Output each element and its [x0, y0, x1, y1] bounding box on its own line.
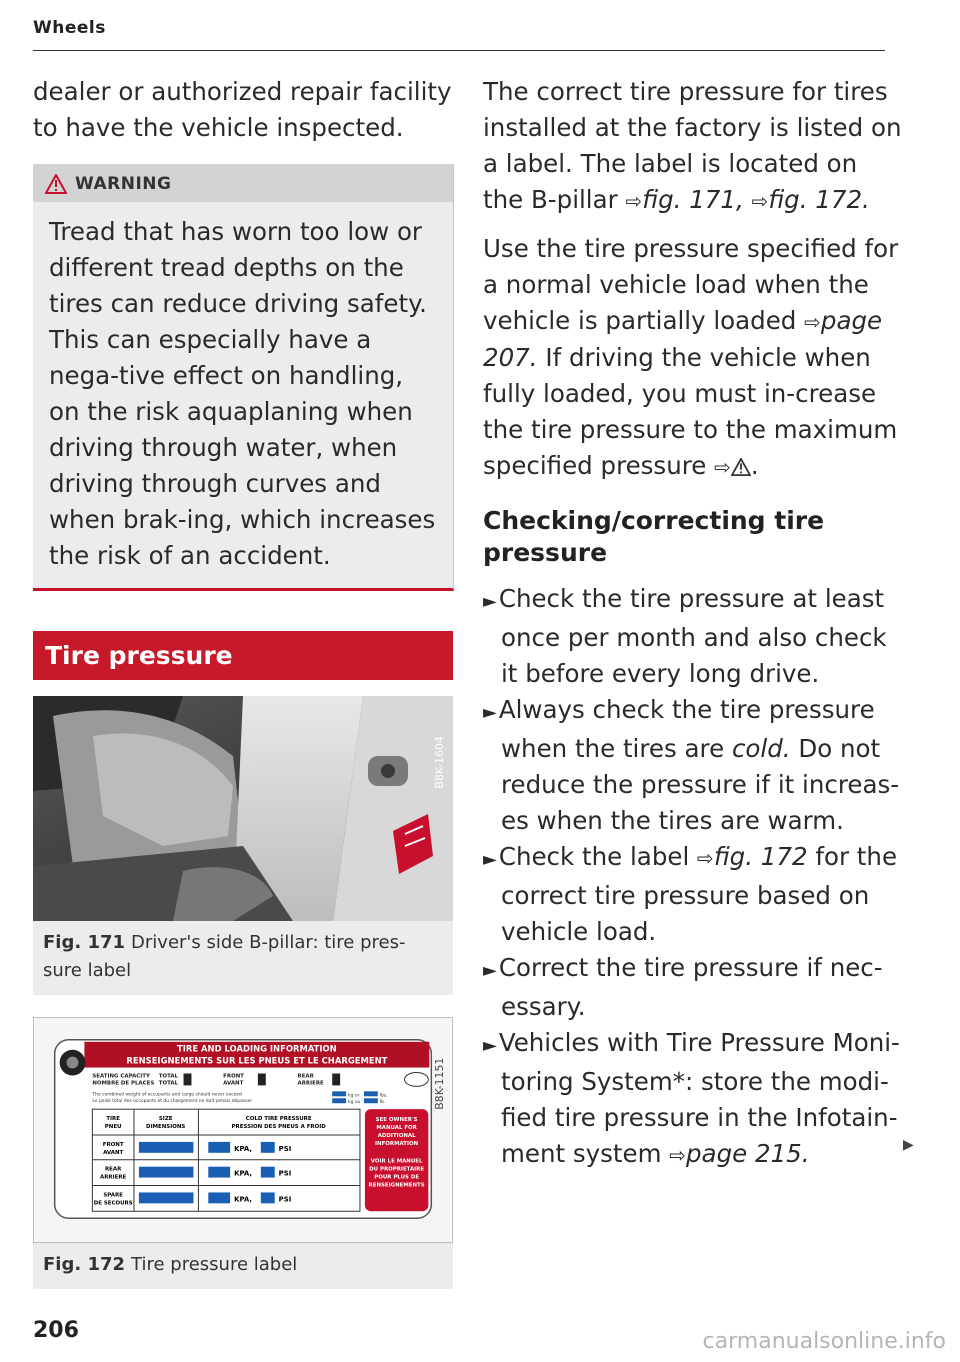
svg-text:SEATING CAPACITY: SEATING CAPACITY	[92, 1073, 150, 1080]
bullet-triangle-icon: ►	[483, 849, 497, 870]
page-207-link[interactable]: page 207.	[483, 306, 883, 372]
svg-text:lbs.: lbs.	[379, 1093, 388, 1099]
svg-text:INFORMATION: INFORMATION	[375, 1140, 419, 1147]
list-item: ►Always check the tire pressure when the tires are cold. Do not reduce the pressure if it increas-es when the tires are warm.	[483, 695, 900, 835]
svg-text:FRONT: FRONT	[102, 1141, 124, 1148]
left-column	[33, 74, 453, 1289]
svg-text:SIZE: SIZE	[158, 1116, 173, 1123]
fig-172-link[interactable]: fig. 172.	[768, 185, 870, 214]
svg-text:MANUAL FOR: MANUAL FOR	[376, 1125, 417, 1132]
svg-text:RENSEIGNEMENTS: RENSEIGNEMENTS	[368, 1182, 425, 1189]
svg-text:TIRE AND LOADING INFORMATION: TIRE AND LOADING INFORMATION	[177, 1043, 337, 1054]
svg-text:AVANT: AVANT	[103, 1149, 124, 1156]
svg-text:FRONT: FRONT	[223, 1073, 244, 1080]
watermark: carmanualsonline.info	[702, 1329, 946, 1354]
svg-text:REAR: REAR	[297, 1073, 314, 1080]
svg-text:PRESSION DES PNEUS A FROID: PRESSION DES PNEUS A FROID	[231, 1124, 326, 1131]
svg-text:COLD TIRE PRESSURE: COLD TIRE PRESSURE	[245, 1116, 312, 1123]
fig-171-link[interactable]: fig. 171,	[642, 185, 744, 214]
page-number: 206	[33, 1318, 79, 1343]
bullet-triangle-icon: ►	[483, 702, 497, 723]
intro-paragraph: dealer or authorized repair facility to have the vehicle inspected.	[33, 77, 452, 142]
list-item: ►Correct the tire pressure if nec-essary.	[483, 953, 883, 1021]
figure-label: Fig. 171	[43, 932, 126, 953]
b-pillar-illustration	[33, 696, 453, 921]
reference-arrow-icon: ⇨	[669, 1143, 686, 1167]
svg-text:KPA,: KPA,	[234, 1169, 253, 1178]
bullet-triangle-icon: ►	[483, 1035, 497, 1056]
svg-text:ARRIERE: ARRIERE	[297, 1080, 324, 1087]
svg-text:DE SECOURS: DE SECOURS	[93, 1200, 133, 1207]
svg-text:PSI: PSI	[278, 1169, 292, 1178]
page-215-link[interactable]: page 215.	[686, 1139, 810, 1168]
figure-caption	[33, 1243, 453, 1289]
load-paragraph: Use the tire pressure specified for a normal vehicle load when the vehicle is partially loaded ⇨page 207. If driving the vehicle when fully loaded, you must in-crease the tire pressure to the maximum specified pressure ⇨ .	[483, 234, 899, 480]
svg-text:Le poids total des occupants e: Le poids total des occupants et du chargement ne doit jamais dépasser	[92, 1099, 253, 1105]
reference-arrow-icon: ⇨	[804, 310, 821, 334]
svg-text:kg or: kg or	[348, 1093, 360, 1099]
warning-header	[33, 164, 453, 202]
svg-text:TOTAL: TOTAL	[158, 1080, 179, 1087]
svg-text:The combined weight of occupan: The combined weight of occupants and cargo should never exceed	[92, 1092, 242, 1098]
instruction-list	[483, 581, 914, 1173]
label-location-paragraph: The correct tire pressure for tires installed at the factory is listed on a label. The label is located on the B-pillar ⇨fig. 171, ⇨fig. 172.	[483, 77, 902, 214]
bullet-triangle-icon: ►	[483, 960, 497, 981]
bullet-triangle-icon: ►	[483, 591, 497, 612]
svg-text:AVANT: AVANT	[223, 1080, 244, 1087]
svg-text:TIRE: TIRE	[106, 1116, 120, 1123]
svg-text:VOIR LE MANUEL: VOIR LE MANUEL	[370, 1158, 423, 1165]
section-title: Tire pressure	[33, 631, 453, 680]
svg-text:PNEU: PNEU	[104, 1124, 122, 1131]
svg-text:kg ou: kg ou	[348, 1100, 361, 1106]
warning-reference-icon[interactable]	[731, 458, 751, 476]
header-rule	[33, 50, 885, 51]
svg-text:TOTAL: TOTAL	[158, 1073, 179, 1080]
figure-171	[33, 696, 453, 995]
svg-text:PSI: PSI	[278, 1195, 292, 1204]
running-header: Wheels	[33, 18, 106, 38]
svg-text:POUR PLUS DE: POUR PLUS DE	[374, 1174, 420, 1181]
list-item: ►Vehicles with Tire Pressure Moni-toring System*: store the modi-fied tire pressure in the Infotain-ment system ⇨page 215. ▶	[483, 1028, 914, 1168]
figure-caption-text: Tire pressure label	[131, 1254, 298, 1275]
svg-text:KPA,: KPA,	[234, 1195, 253, 1204]
svg-text:DIMENSIONS: DIMENSIONS	[146, 1124, 186, 1131]
svg-text:NOMBRE DE PLACES: NOMBRE DE PLACES	[92, 1080, 155, 1087]
svg-text:RENSEIGNEMENTS SUR LES PNEUS E: RENSEIGNEMENTS SUR LES PNEUS ET LE CHARGEMENT	[126, 1055, 388, 1066]
warning-triangle-icon	[45, 174, 67, 194]
warning-label: WARNING	[75, 174, 172, 194]
tire-pressure-label-illustration	[33, 1017, 453, 1243]
reference-arrow-icon: ⇨	[714, 455, 731, 479]
warning-text: Tread that has worn too low or different tread depths on the tires can reduce driving safety. This can especially have a nega-tive effect on handling, on the risk aquaplaning when driving through water, when driving through curves and when brak-ing, which increases the risk of an accident.	[49, 217, 436, 570]
svg-text:REAR: REAR	[105, 1166, 122, 1173]
checking-heading: Checking/correcting tire pressure	[483, 506, 825, 567]
svg-text:lb.: lb.	[379, 1100, 386, 1106]
svg-text:DU PROPRIETAIRE: DU PROPRIETAIRE	[369, 1166, 425, 1173]
figure-code: B8K-1151	[433, 1057, 447, 1110]
svg-text:SEE OWNER'S: SEE OWNER'S	[375, 1117, 418, 1124]
list-item: ►Check the label ⇨fig. 172 for the correct tire pressure based on vehicle load.	[483, 842, 898, 946]
svg-text:SPARE: SPARE	[103, 1192, 123, 1199]
reference-arrow-icon: ⇨	[625, 189, 643, 213]
figure-caption	[33, 921, 453, 995]
figure-code: B8K-1604	[433, 736, 446, 789]
right-column	[483, 74, 914, 1173]
list-item: ►Check the tire pressure at least once per month and also check it before every long drive.	[483, 584, 887, 688]
warning-box	[33, 164, 454, 591]
reference-arrow-icon: ⇨	[751, 189, 769, 213]
figure-label: Fig. 172	[43, 1254, 126, 1275]
figure-caption-text: Driver's side B-pillar: tire pres-sure label	[43, 932, 406, 981]
reference-arrow-icon: ⇨	[697, 846, 714, 870]
fig-172-link[interactable]: fig. 172	[713, 842, 808, 871]
figure-172	[33, 1017, 453, 1289]
svg-text:ARRIERE: ARRIERE	[100, 1174, 127, 1181]
svg-text:ADDITIONAL: ADDITIONAL	[377, 1132, 416, 1139]
svg-text:PSI: PSI	[278, 1144, 292, 1153]
svg-text:KPA,: KPA,	[234, 1144, 253, 1153]
